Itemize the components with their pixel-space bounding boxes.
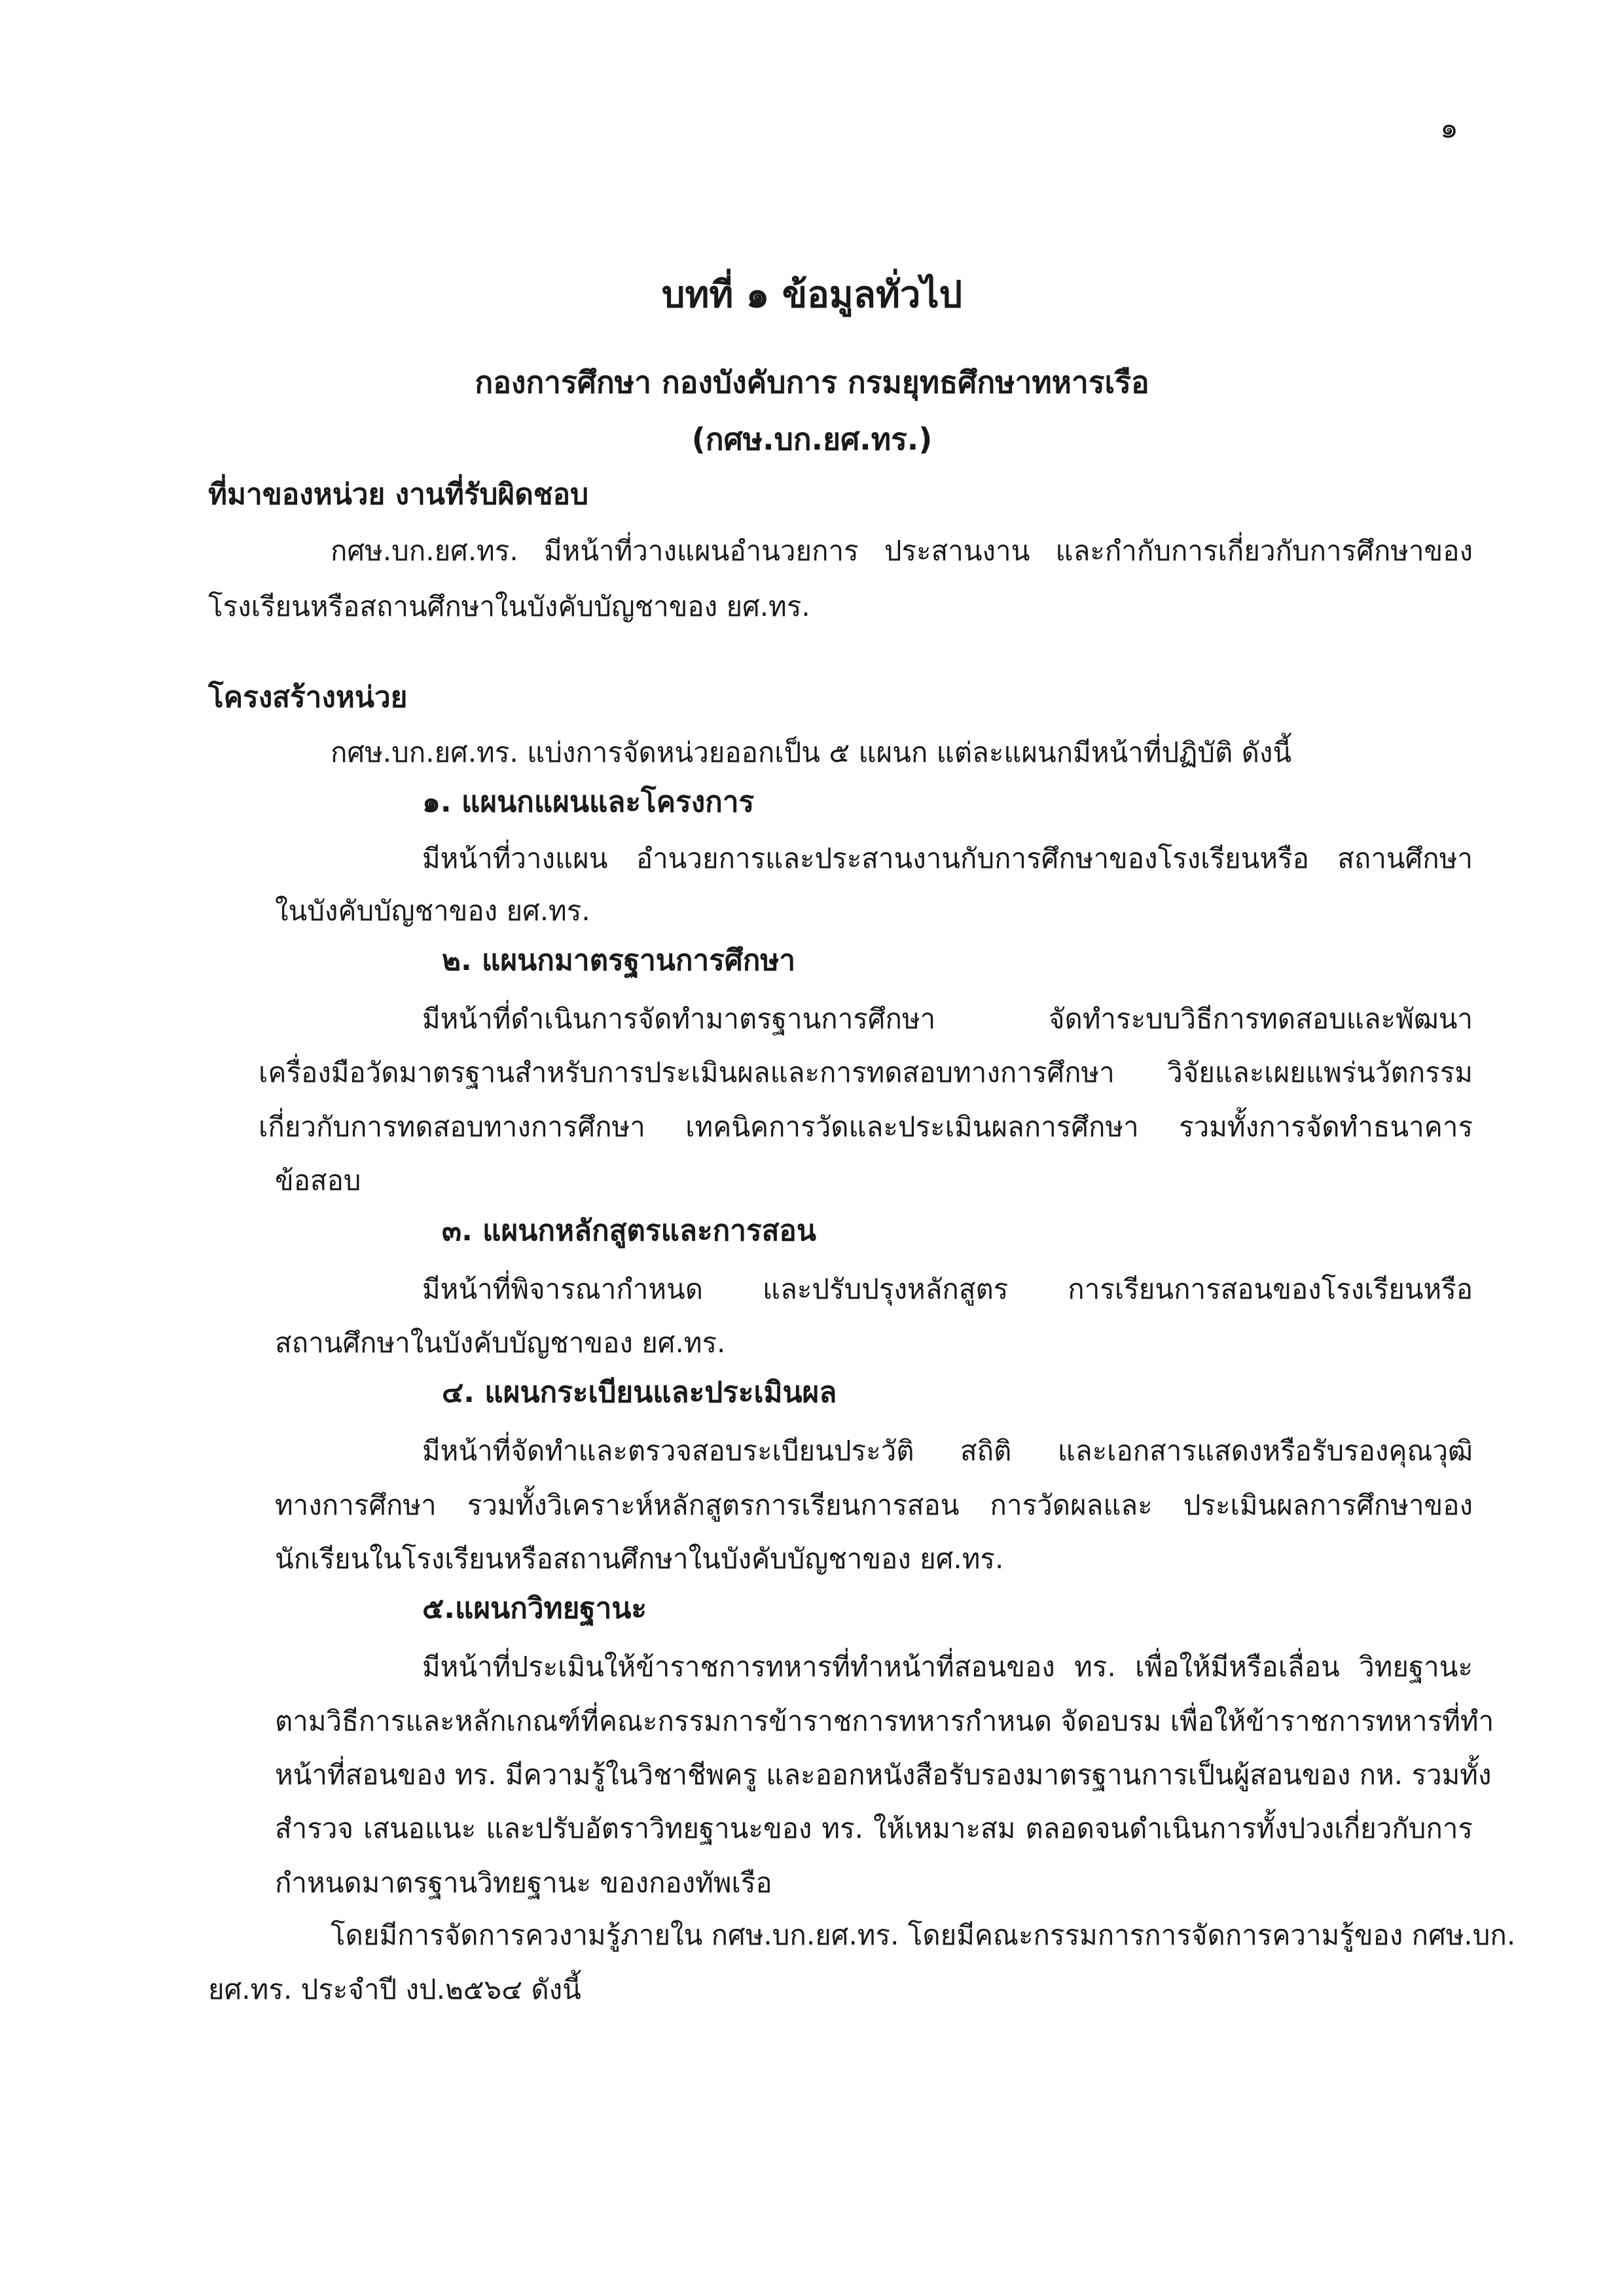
closing-paragraph-line: ยศ.ทร. ประจำปี งป.๒๕๖๔ ดังนี้ — [208, 1973, 581, 2005]
division-4-line: ทางการศึกษา รวมทั้งวิเคราะห์หลักสูตรการเรียนการสอน การวัดผลและ ประเมินผลการศึกษาของ — [275, 1489, 1473, 1521]
division-3-title: ๓. แผนกหลักสูตรและการสอน — [442, 1214, 816, 1247]
division-4-title: ๔. แผนกระเบียนและประเมินผล — [442, 1376, 837, 1409]
chapter-title: บทที่ ๑ ข้อมูลทั่วไป — [661, 274, 963, 316]
division-2-line: เกี่ยวกับการทดสอบทางการศึกษา เทคนิคการวัดและประเมินผลการศึกษา รวมทั้งการจัดทำธนาคาร — [259, 1111, 1473, 1143]
division-5-line: ตามวิธีการและหลักเกณฑ์ที่คณะกรรมการข้าราชการทหารกำหนด จัดอบรม เพื่อให้ข้าราชการทหารที่ทำ — [275, 1705, 1494, 1737]
division-5-line: กำหนดมาตรฐานวิทยฐานะ ของกองทัพเรือ — [275, 1867, 772, 1899]
division-5-title: ๕.แผนกวิทยฐานะ — [422, 1592, 647, 1625]
page-number: ๑ — [1440, 111, 1458, 145]
division-1-line: มีหน้าที่วางแผน อำนวยการและประสานงานกับการศึกษาของโรงเรียนหรือ สถานศึกษา — [422, 842, 1473, 874]
division-5-line: สำรวจ เสนอแนะ และปรับอัตราวิทยฐานะของ ทร. ให้เหมาะสม ตลอดจนดำเนินการทั้งปวงเกี่ยวกับการ — [275, 1812, 1473, 1844]
division-4-line: มีหน้าที่จัดทำและตรวจสอบระเบียนประวัติ สถิติ และเอกสารแสดงหรือรับรองคุณวุฒิ — [422, 1435, 1473, 1467]
origin-heading: ที่มาของหน่วย งานที่รับผิดชอบ — [208, 478, 589, 511]
division-3-line: สถานศึกษาในบังคับบัญชาของ ยศ.ทร. — [275, 1327, 726, 1359]
unit-name: กองการศึกษา กองบังคับการ กรมยุทธศึกษาทหารเรือ — [475, 365, 1149, 400]
division-2-line: มีหน้าที่ดำเนินการจัดทำมาตรฐานการศึกษา จัดทำระบบวิธีการทดสอบและพัฒนา — [422, 1003, 1473, 1035]
structure-intro: กศษ.บก.ยศ.ทร. แบ่งการจัดหน่วยออกเป็น ๕ แผนก แต่ละแผนกมีหน้าที่ปฏิบัติ ดังนี้ — [331, 736, 1292, 768]
division-2-title: ๒. แผนกมาตรฐานการศึกษา — [442, 944, 796, 977]
division-1-line: ในบังคับบัญชาของ ยศ.ทร. — [275, 895, 590, 927]
division-1-title: ๑. แผนกแผนและโครงการ — [422, 785, 755, 819]
division-3-line: มีหน้าที่พิจารณากำหนด และปรับปรุงหลักสูตร การเรียนการสอนของโรงเรียนหรือ — [422, 1273, 1473, 1305]
division-2-line: เครื่องมือวัดมาตรฐานสำหรับการประเมินผลและการทดสอบทางการศึกษา วิจัยและเผยแพร่นวัตกรรม — [259, 1056, 1473, 1088]
unit-abbreviation: (กศษ.บก.ยศ.ทร.) — [691, 422, 933, 457]
structure-heading: โครงสร้างหน่วย — [208, 681, 408, 714]
origin-paragraph-line: กศษ.บก.ยศ.ทร. มีหน้าที่วางแผนอำนวยการ ประสานงาน และกำกับการเกี่ยวกับการศึกษาของ — [331, 535, 1473, 567]
division-5-line: มีหน้าที่ประเมินให้ข้าราชการทหารที่ทำหน้าที่สอนของ ทร. เพื่อให้มีหรือเลื่อน วิทยฐานะ — [422, 1651, 1473, 1683]
division-2-line: ข้อสอบ — [275, 1164, 361, 1196]
origin-paragraph-line: โรงเรียนหรือสถานศึกษาในบังคับบัญชาของ ยศ.ทร. — [208, 590, 810, 622]
division-5-line: หน้าที่สอนของ ทร. มีความรู้ในวิชาชีพครู และออกหนังสือรับรองมาตรฐานการเป็นผู้สอนของ กห. รวมทั้ง — [275, 1759, 1492, 1791]
division-4-line: นักเรียนในโรงเรียนหรือสถานศึกษาในบังคับบัญชาของ ยศ.ทร. — [275, 1543, 1004, 1575]
closing-paragraph-line: โดยมีการจัดการควงามรู้ภายใน กศษ.บก.ยศ.ทร. โดยมีคณะกรรมการการจัดการความรู้ของ กศษ.บก. — [331, 1919, 1516, 1951]
